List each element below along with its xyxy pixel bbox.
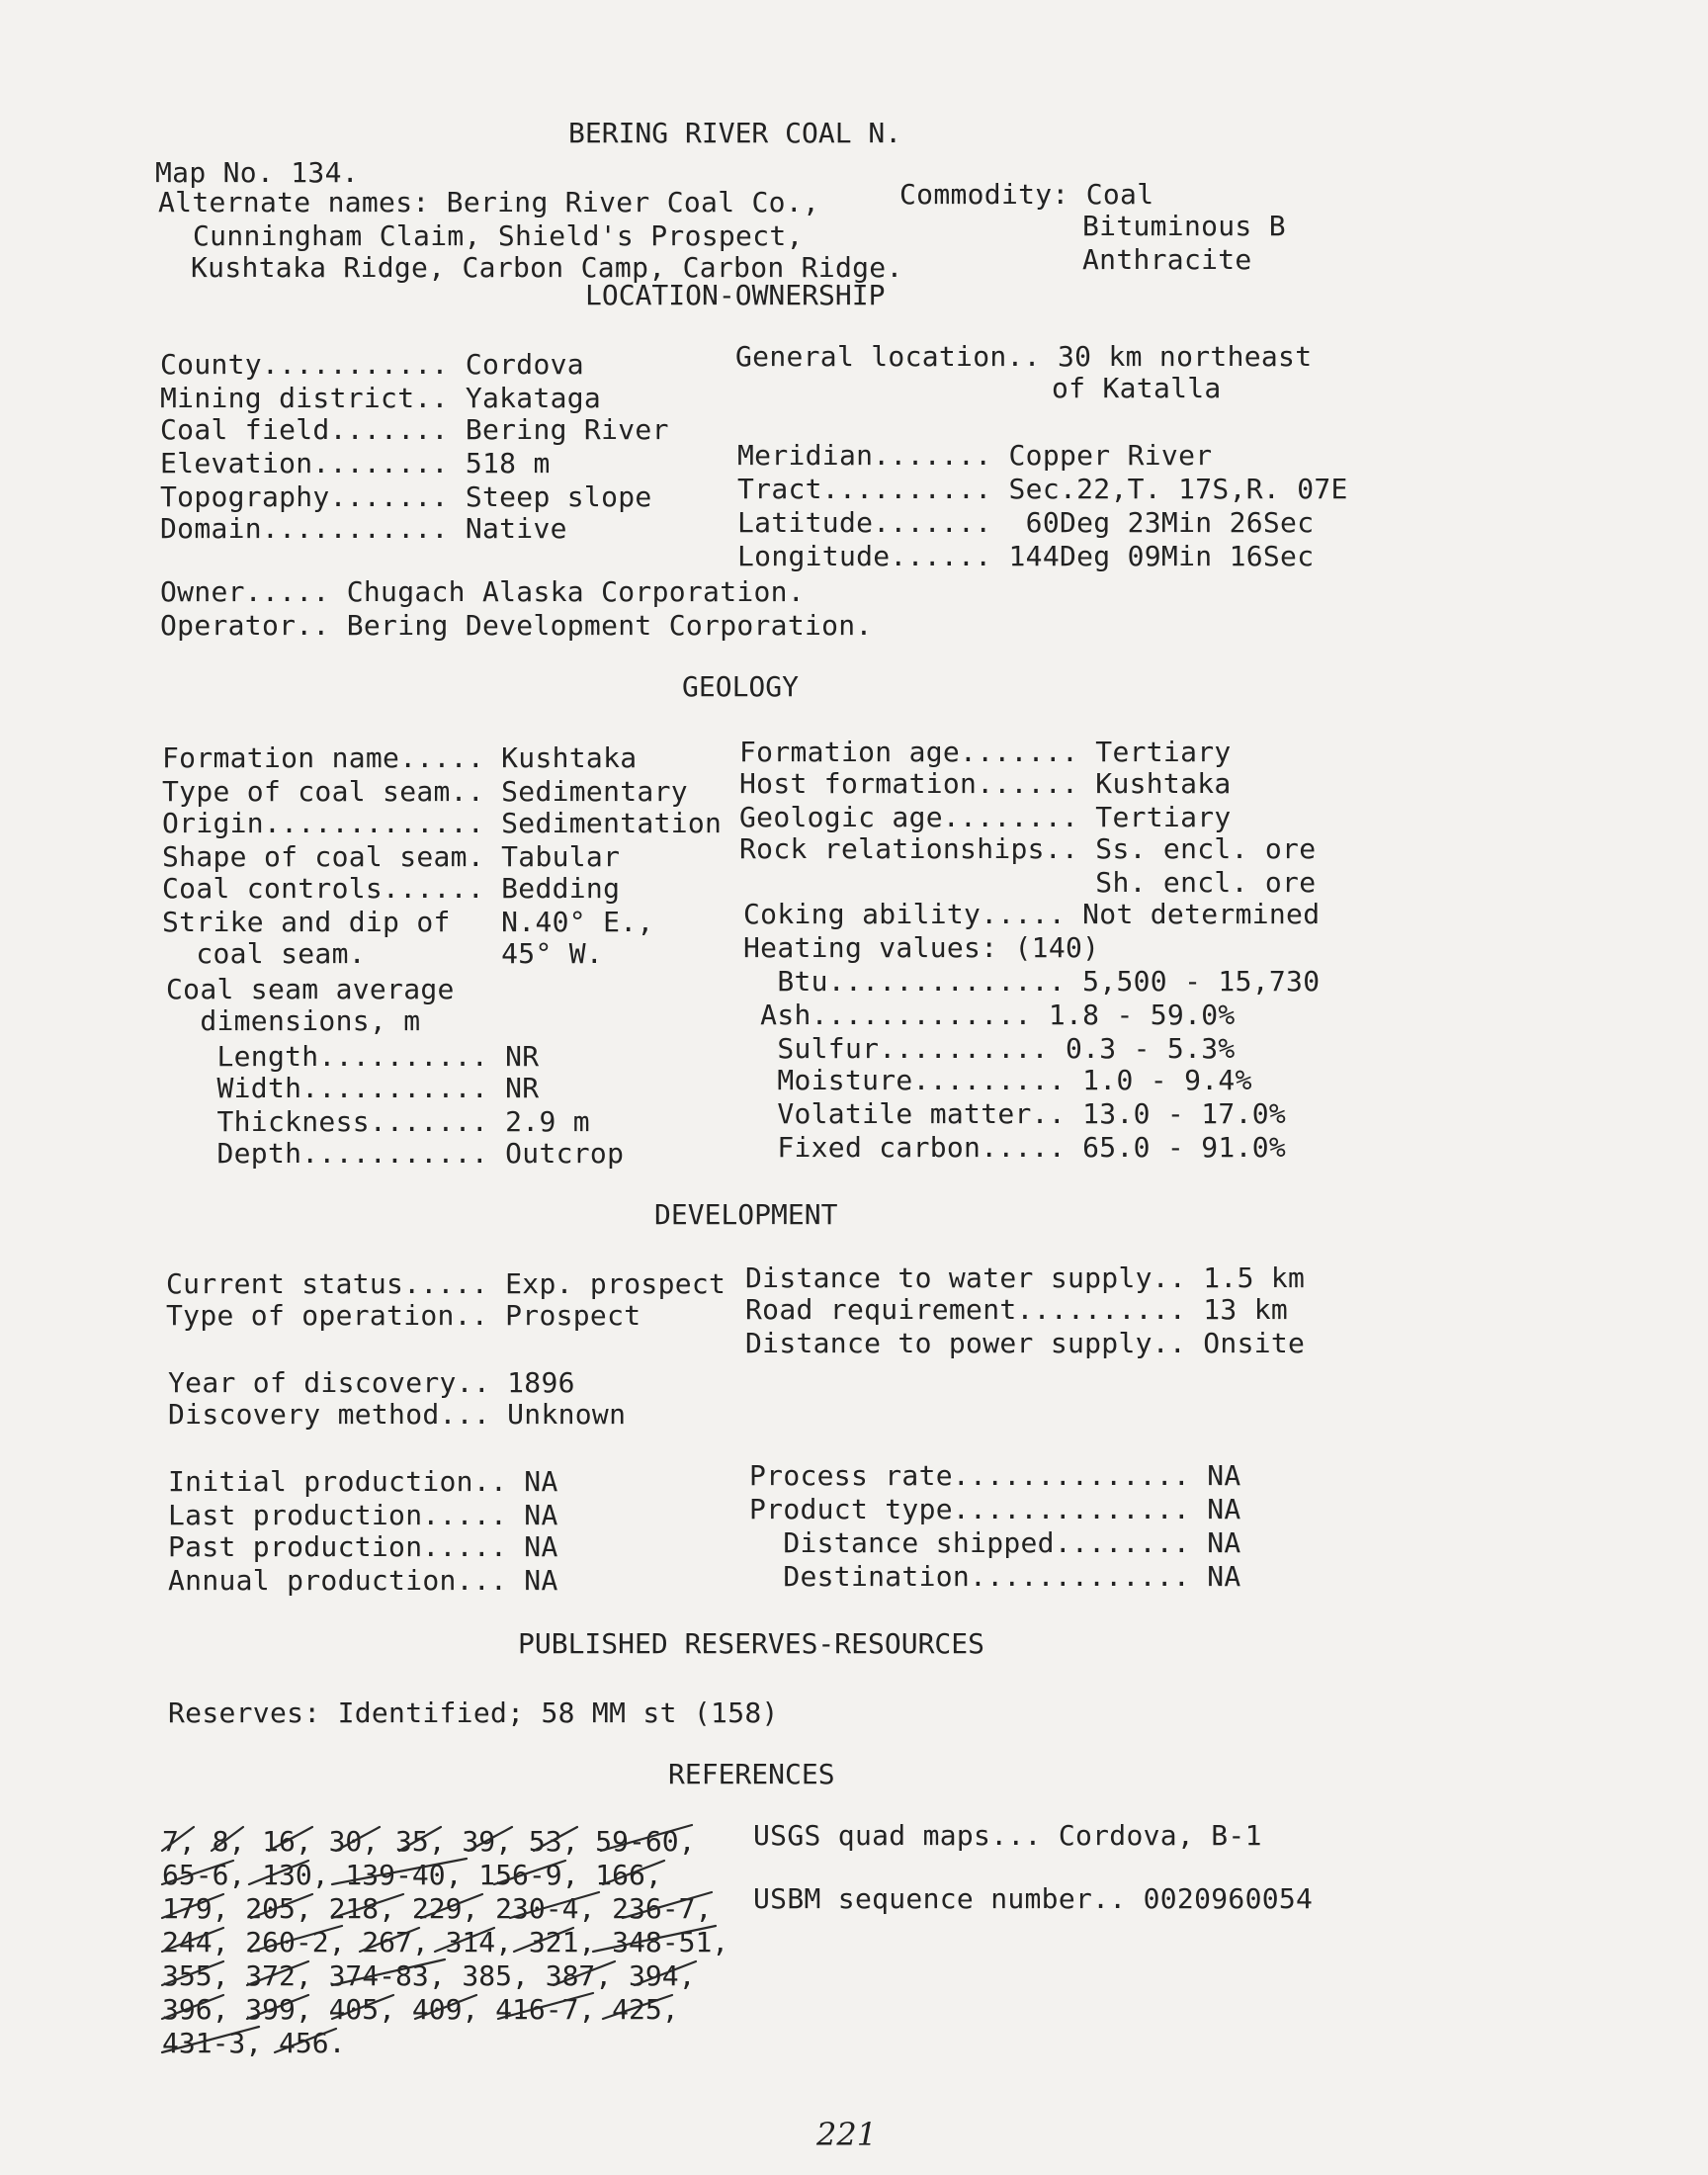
ash-row: Ash............. 1.8 - 59.0%	[743, 999, 1236, 1031]
usbm-sequence-row: USBM sequence number.. 0020960054	[753, 1882, 1314, 1915]
commodity-type-2: Anthracite	[1082, 243, 1252, 276]
references-line: 65-6, 130, 139-40, 156-9, 166,	[162, 1859, 662, 1891]
water-supply-row: Distance to water supply.. 1.5 km	[745, 1262, 1306, 1294]
last-production-row: Last production..... NA	[168, 1499, 558, 1531]
references-line: 179, 205, 218, 229, 230-4, 236-7,	[162, 1892, 713, 1925]
year-of-discovery-row: Year of discovery.. 1896	[168, 1366, 575, 1399]
alternate-names-line-1: Alternate names: Bering River Coal Co.,	[158, 186, 820, 218]
references-heading: REFERENCES	[668, 1758, 835, 1790]
origin-row: Origin............. Sedimentation	[162, 807, 723, 839]
coal-controls-row: Coal controls...... Bedding	[162, 872, 621, 905]
heating-values-label: Heating values: (140)	[743, 931, 1100, 964]
type-of-operation-row: Type of operation.. Prospect	[166, 1299, 641, 1332]
width-row: Width........... NR	[166, 1072, 540, 1104]
btu-row: Btu.............. 5,500 - 15,730	[743, 965, 1321, 998]
page-number: 221	[816, 2116, 878, 2153]
strike-dip-cont: coal seam. 45° W.	[162, 937, 604, 970]
references-line: 7, 8, 16, 30, 35, 39, 53, 59-60,	[162, 1825, 696, 1858]
reserves-text: Reserves: Identified; 58 MM st (158)	[168, 1696, 779, 1729]
coal-field-row: Coal field....... Bering River	[160, 413, 669, 446]
operator-row: Operator.. Bering Development Corporation.	[160, 609, 873, 642]
location-ownership-heading: LOCATION-OWNERSHIP	[585, 279, 886, 311]
owner-row: Owner..... Chugach Alaska Corporation.	[160, 575, 805, 608]
distance-shipped-row: Distance shipped........ NA	[749, 1526, 1241, 1559]
road-requirement-row: Road requirement.......... 13 km	[745, 1293, 1289, 1326]
moisture-row: Moisture......... 1.0 - 9.4%	[743, 1064, 1252, 1096]
usgs-quad-maps-row: USGS quad maps... Cordova, B-1	[753, 1819, 1262, 1852]
past-production-row: Past production..... NA	[168, 1530, 558, 1563]
geology-heading: GEOLOGY	[682, 670, 800, 703]
commodity-type-1: Bituminous B	[1082, 210, 1286, 242]
general-location-row: General location.. 30 km northeast	[735, 340, 1313, 373]
seam-dimensions-label: Coal seam average	[166, 973, 455, 1005]
shape-of-coal-seam-row: Shape of coal seam. Tabular	[162, 840, 621, 873]
references-line: 244, 260-2, 267, 314, 321, 348-51,	[162, 1926, 729, 1958]
process-rate-row: Process rate.............. NA	[749, 1459, 1241, 1492]
initial-production-row: Initial production.. NA	[168, 1465, 558, 1498]
formation-age-row: Formation age....... Tertiary	[739, 736, 1232, 768]
mining-district-row: Mining district.. Yakataga	[160, 382, 602, 414]
strike-dip-row: Strike and dip of N.40° E.,	[162, 906, 654, 938]
formation-name-row: Formation name..... Kushtaka	[162, 741, 638, 774]
destination-row: Destination............. NA	[749, 1560, 1241, 1593]
length-row: Length.......... NR	[166, 1040, 540, 1073]
references-line: 431-3, 456.	[162, 2027, 346, 2059]
elevation-row: Elevation........ 518 m	[160, 447, 551, 479]
general-location-cont: of Katalla	[1052, 372, 1222, 404]
alternate-names-line-2: Cunningham Claim, Shield's Prospect,	[193, 219, 804, 252]
references-line: 396, 399, 405, 409, 416-7, 425,	[162, 1993, 679, 2026]
reserves-heading: PUBLISHED RESERVES-RESOURCES	[518, 1627, 985, 1660]
geologic-age-row: Geologic age........ Tertiary	[739, 801, 1232, 833]
meridian-row: Meridian....... Copper River	[737, 439, 1213, 472]
sulfur-row: Sulfur.......... 0.3 - 5.3%	[743, 1032, 1236, 1065]
seam-dimensions-cont: dimensions, m	[166, 1004, 421, 1037]
map-number: Map No. 134.	[155, 156, 359, 189]
development-heading: DEVELOPMENT	[654, 1198, 838, 1231]
power-supply-row: Distance to power supply.. Onsite	[745, 1327, 1306, 1359]
coking-ability-row: Coking ability..... Not determined	[743, 898, 1321, 930]
product-type-row: Product type.............. NA	[749, 1493, 1241, 1525]
document-title: BERING RIVER COAL N.	[568, 117, 902, 149]
topography-row: Topography....... Steep slope	[160, 480, 652, 513]
type-of-coal-seam-row: Type of coal seam.. Sedimentary	[162, 775, 688, 808]
latitude-row: Latitude....... 60Deg 23Min 26Sec	[737, 506, 1315, 539]
rock-relationships-cont: Sh. encl. ore	[739, 866, 1317, 899]
tract-row: Tract.......... Sec.22,T. 17S,R. 07E	[737, 473, 1348, 505]
county-row: County........... Cordova	[160, 348, 584, 381]
references-line: 355, 372, 374-83, 385, 387, 394,	[162, 1959, 696, 1992]
annual-production-row: Annual production... NA	[168, 1564, 558, 1597]
alternate-names-line-3: Kushtaka Ridge, Carbon Camp, Carbon Ridge.	[191, 251, 903, 284]
volatile-matter-row: Volatile matter.. 13.0 - 17.0%	[743, 1097, 1287, 1130]
longitude-row: Longitude...... 144Deg 09Min 16Sec	[737, 540, 1315, 572]
domain-row: Domain........... Native	[160, 512, 567, 545]
current-status-row: Current status..... Exp. prospect	[166, 1267, 726, 1300]
host-formation-row: Host formation...... Kushtaka	[739, 767, 1232, 800]
rock-relationships-row: Rock relationships.. Ss. encl. ore	[739, 832, 1317, 865]
fixed-carbon-row: Fixed carbon..... 65.0 - 91.0%	[743, 1131, 1287, 1164]
commodity-label: Commodity: Coal	[899, 178, 1154, 211]
discovery-method-row: Discovery method... Unknown	[168, 1398, 627, 1431]
depth-row: Depth........... Outcrop	[166, 1137, 625, 1170]
thickness-row: Thickness....... 2.9 m	[166, 1105, 590, 1138]
